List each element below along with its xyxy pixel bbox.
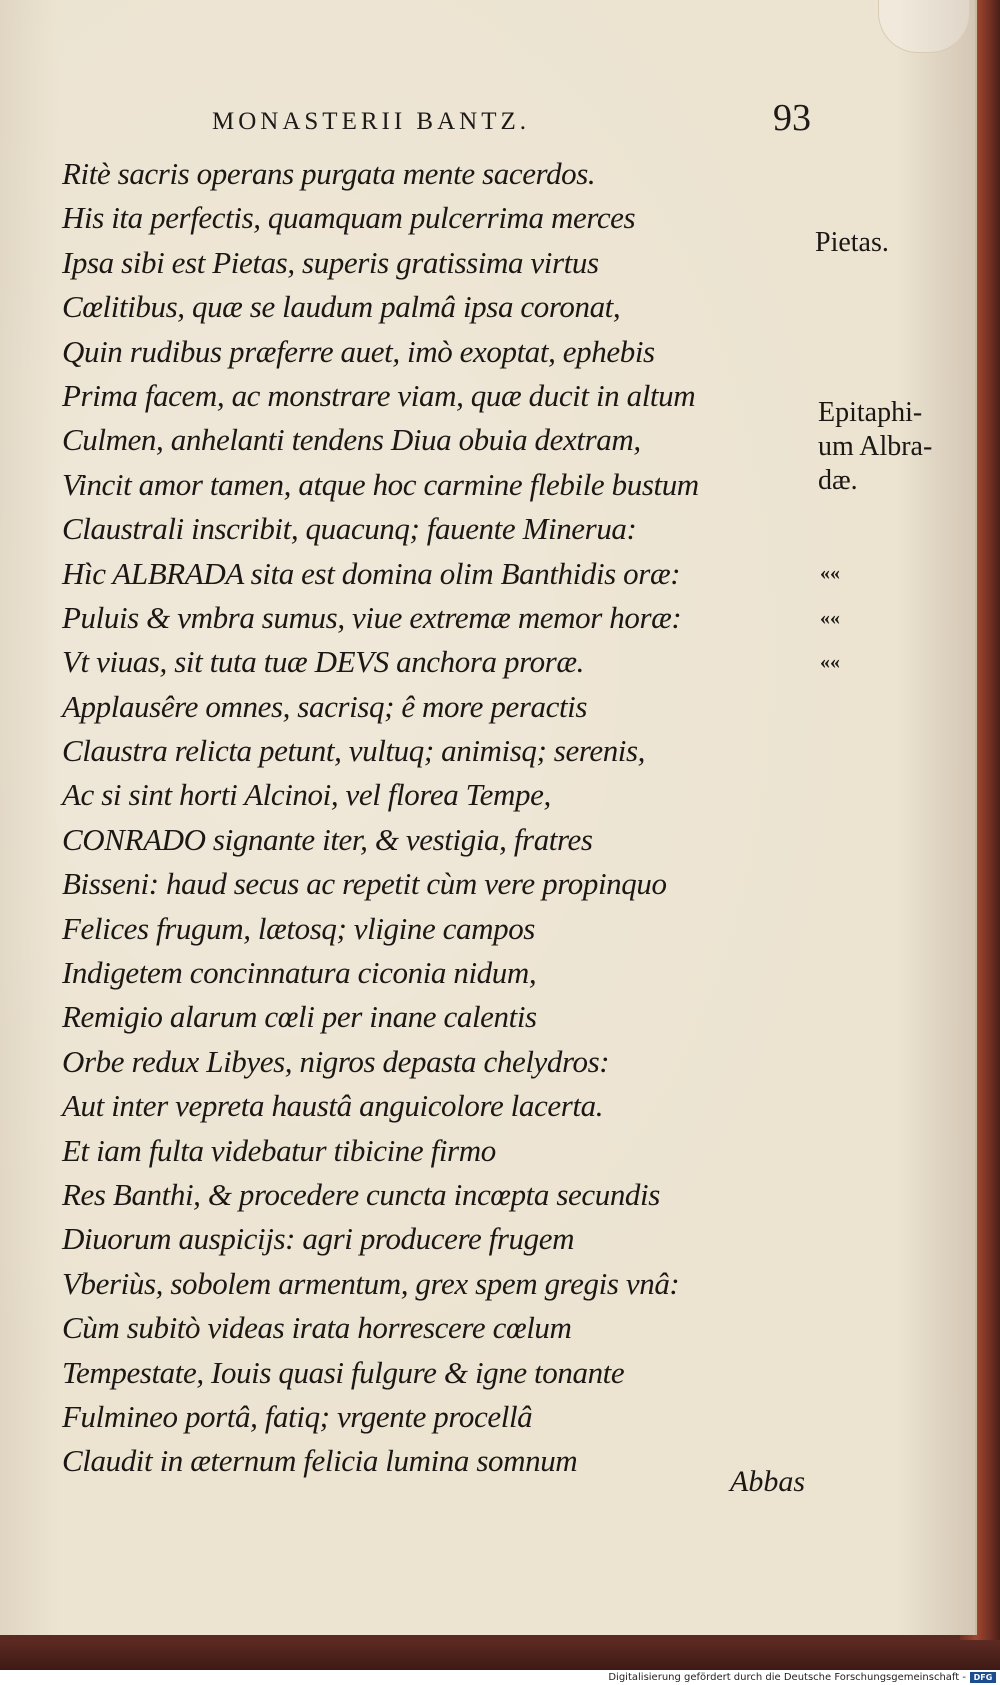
verse-line: Claustrali inscribit, quacunq; fauente Minerua: bbox=[62, 511, 637, 547]
verse-line: Felices frugum, lætosq; vligine campos bbox=[62, 910, 535, 946]
verse-line: Orbe redux Libyes, nigros depasta chelydros: bbox=[62, 1043, 610, 1079]
verse-line: Culmen, anhelanti tendens Diua obuia dextram, bbox=[62, 422, 641, 458]
margin-note-epitaph: Epitaphi- um Albra- dæ. bbox=[818, 397, 933, 496]
verse-line: Ac si sint horti Alcinoi, vel florea Tempe, bbox=[62, 777, 551, 813]
verse-block bbox=[62, 152, 782, 1484]
verse-line: His ita perfectis, quamquam pulcerrima merces bbox=[62, 200, 636, 236]
verse-line-epitaph: Vt viuas, sit tuta tuæ DEVS anchora proræ. bbox=[62, 644, 584, 680]
margin-note-pietas: Pietas. bbox=[815, 227, 889, 258]
verse-line: Quin rudibus præferre auet, imò exoptat, ephebis bbox=[62, 333, 655, 369]
verse-line: Applausêre omnes, sacrisq; ê more peractis bbox=[62, 688, 588, 724]
verse-line: Et iam fulta videbatur tibicine firmo bbox=[62, 1132, 496, 1168]
verse-line: Vberiùs, sobolem armentum, grex spem gregis vnâ: bbox=[62, 1265, 680, 1301]
running-head: MONASTERII BANTZ. bbox=[212, 108, 530, 135]
verse-line: Remigio alarum cœli per inane calentis bbox=[62, 999, 537, 1035]
verse-line: Bisseni: haud secus ac repetit cùm vere propinquo bbox=[62, 866, 667, 902]
verse-line: Ritè sacris operans purgata mente sacerdos. bbox=[62, 156, 596, 191]
verse-line: Cùm subitò videas irata horrescere cœlum bbox=[62, 1310, 572, 1346]
quote-mark: «« bbox=[820, 651, 840, 673]
footer-credit: Digitalisierung gefördert durch die Deutsche Forschungsgemeinschaft - bbox=[608, 1672, 966, 1683]
verse-line: Claudit in æternum felicia lumina somnum bbox=[62, 1443, 578, 1479]
page-number: 93 bbox=[773, 97, 811, 139]
verse-line-epitaph: Hìc ALBRADA sita est domina olim Banthidis oræ: bbox=[62, 555, 681, 591]
digitization-footer bbox=[0, 1670, 1000, 1685]
verse-line: Res Banthi, & procedere cuncta incœpta secundis bbox=[62, 1176, 660, 1212]
verse-line: Claustra relicta petunt, vultuq; animisq; serenis, bbox=[62, 733, 646, 769]
verse-line: CONRADO signante iter, & vestigia, fratres bbox=[62, 821, 593, 857]
verse-line-epitaph: Puluis & vmbra sumus, viue extremæ memor horæ: bbox=[62, 599, 682, 635]
verse-line: Tempestate, Iouis quasi fulgure & igne tonante bbox=[62, 1354, 625, 1390]
verse-line: Prima facem, ac monstrare viam, quæ ducit in altum bbox=[62, 377, 696, 413]
verse-line: Aut inter vepreta haustâ anguicolore lacerta. bbox=[62, 1088, 604, 1124]
book-bottom-edge bbox=[0, 1640, 1000, 1670]
page-corner-mark bbox=[878, 0, 970, 53]
catchword: Abbas bbox=[730, 1465, 805, 1498]
verse-line: Vincit amor tamen, atque hoc carmine flebile bustum bbox=[62, 466, 699, 502]
verse-line: Indigetem concinnatura ciconia nidum, bbox=[62, 955, 537, 991]
verse-line: Fulmineo portâ, fatiq; vrgente procellâ bbox=[62, 1398, 533, 1434]
quote-mark: «« bbox=[820, 607, 840, 629]
verse-line: Diuorum auspicijs: agri producere frugem bbox=[62, 1221, 575, 1257]
dfg-logo-icon: DFG bbox=[970, 1672, 996, 1683]
verse-line: Cœlitibus, quæ se laudum palmâ ipsa coronat, bbox=[62, 289, 621, 325]
verse-line: Ipsa sibi est Pietas, superis gratissima virtus bbox=[62, 244, 599, 280]
quote-mark: «« bbox=[820, 562, 840, 584]
